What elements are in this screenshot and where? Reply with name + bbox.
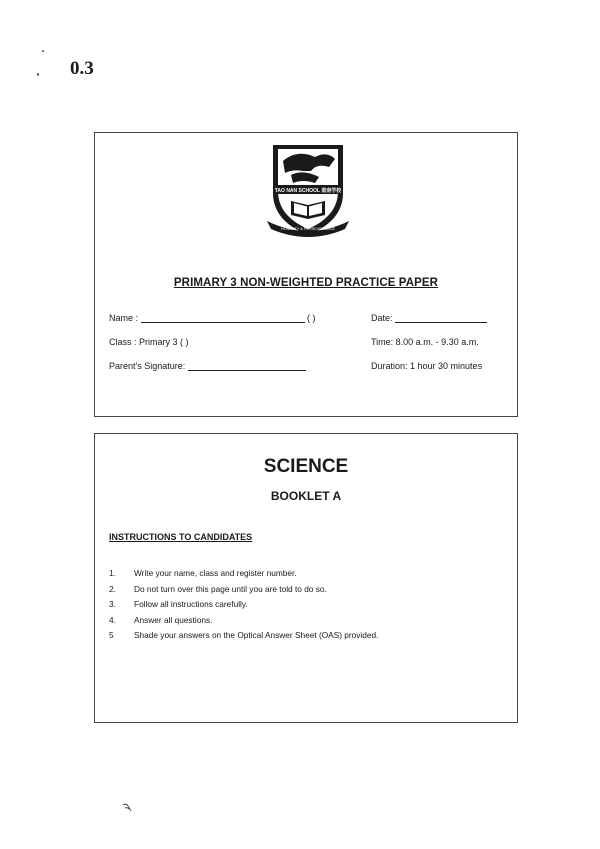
booklet-label: BOOKLET A: [270, 489, 342, 503]
booklet-box: [94, 433, 518, 723]
date-label: Date:: [371, 313, 393, 323]
instruction-item: 3. Follow all instructions carefully.: [109, 599, 248, 609]
crest-motto: HONESTY & PERSEVERANCE: [280, 227, 336, 231]
pen-mark-icon: [122, 803, 132, 813]
scan-speck: [37, 73, 39, 76]
class-field: Class : Primary 3 ( ): [109, 337, 189, 347]
scan-speck: [42, 50, 44, 52]
register-bracket: ( ): [307, 313, 316, 323]
duration-field: Duration: 1 hour 30 minutes: [371, 361, 483, 371]
instruction-item: 1. Write your name, class and register number.: [109, 568, 297, 578]
name-label: Name :: [109, 313, 139, 323]
date-field: [371, 313, 487, 323]
cover-box: [94, 132, 518, 417]
page-number: 0.3: [70, 58, 94, 79]
signature-field: [109, 361, 306, 371]
signature-label: Parent's Signature:: [109, 361, 186, 371]
instructions-list: [109, 568, 378, 646]
instruction-item: 2. Do not turn over this page until you are told to do so.: [109, 583, 327, 594]
subject-title: SCIENCE: [263, 456, 349, 477]
name-field: [109, 313, 316, 323]
school-crest-icon: [267, 141, 349, 239]
instruction-item: 4. Answer all questions.: [109, 614, 213, 625]
time-field: Time: 8.00 a.m. - 9.30 a.m.: [371, 337, 479, 347]
instructions-heading: INSTRUCTIONS TO CANDIDATES: [109, 532, 253, 542]
date-line: [395, 314, 487, 323]
crest-text: TAO NAN SCHOOL 道南学校: [274, 188, 342, 194]
paper-title: PRIMARY 3 NON-WEIGHTED PRACTICE PAPER: [173, 277, 439, 289]
name-line: [141, 314, 305, 323]
signature-line: [188, 362, 306, 371]
instruction-item: 5 Shade your answers on the Optical Answer Sheet (OAS) provided.: [109, 630, 379, 640]
